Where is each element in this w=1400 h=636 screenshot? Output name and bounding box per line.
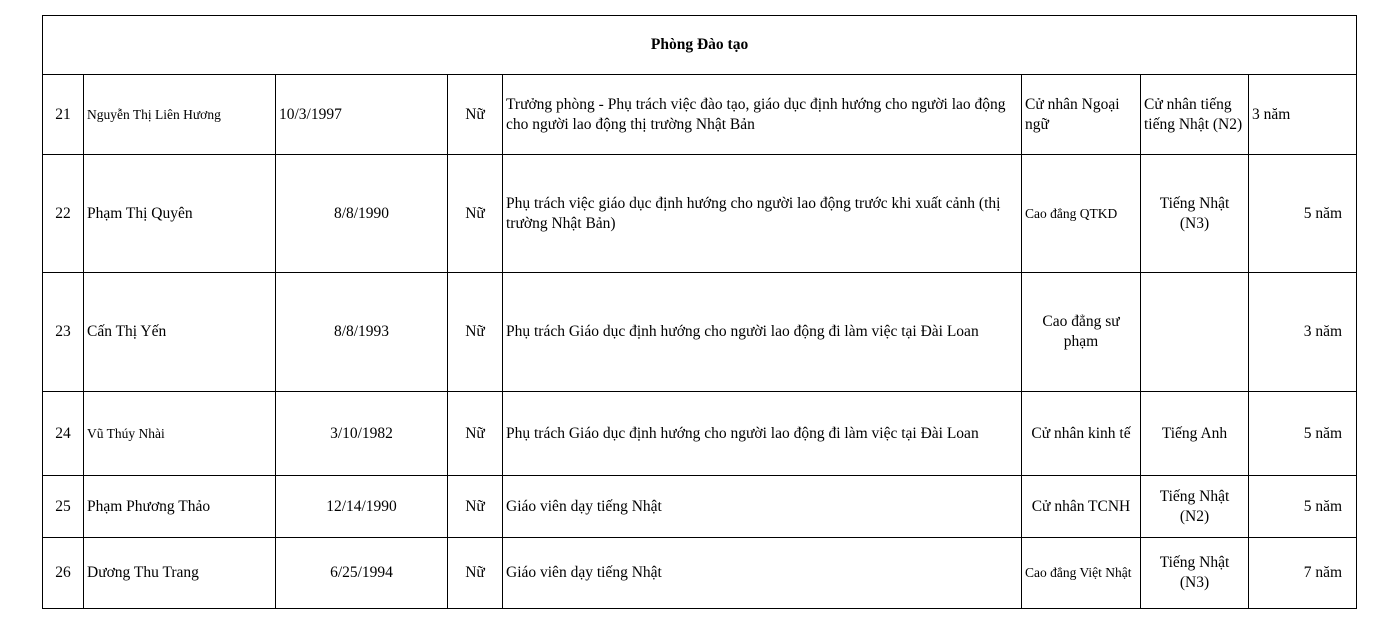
language-skill: Tiếng Anh [1141,392,1249,476]
language-skill [1141,273,1249,392]
row-number: 21 [43,75,84,155]
experience: 3 năm [1249,75,1357,155]
job-duty: Phụ trách Giáo dục định hướng cho người lao động đi làm việc tại Đài Loan [503,392,1022,476]
employee-name: Vũ Thúy Nhài [84,392,276,476]
language-skill: Tiếng Nhật (N2) [1141,476,1249,538]
section-title: Phòng Đào tạo [43,16,1357,75]
experience: 3 năm [1249,273,1357,392]
section-title-row [43,16,1357,75]
date-of-birth: 12/14/1990 [276,476,448,538]
table-row [43,476,1357,538]
experience: 5 năm [1249,476,1357,538]
job-duty: Phụ trách việc giáo dục định hướng cho người lao động trước khi xuất cảnh (thị trường Nhật Bản) [503,155,1022,273]
table-row [43,75,1357,155]
row-number: 23 [43,273,84,392]
table-row [43,538,1357,609]
employee-name: Dương Thu Trang [84,538,276,609]
row-number: 22 [43,155,84,273]
degree: Cao đẳng Việt Nhật [1022,538,1141,609]
employee-name: Phạm Phương Thảo [84,476,276,538]
experience: 5 năm [1249,392,1357,476]
date-of-birth: 10/3/1997 [276,75,448,155]
degree: Cử nhân kinh tế [1022,392,1141,476]
date-of-birth: 3/10/1982 [276,392,448,476]
gender: Nữ [448,476,503,538]
employee-name: Phạm Thị Quyên [84,155,276,273]
experience: 7 năm [1249,538,1357,609]
language-skill: Tiếng Nhật (N3) [1141,155,1249,273]
table-row [43,155,1357,273]
date-of-birth: 6/25/1994 [276,538,448,609]
job-duty: Phụ trách Giáo dục định hướng cho người lao động đi làm việc tại Đài Loan [503,273,1022,392]
language-skill: Tiếng Nhật (N3) [1141,538,1249,609]
staff-table [42,15,1357,609]
job-duty: Trưởng phòng - Phụ trách việc đào tạo, giáo dục định hướng cho người lao động cho người lao động thị trường Nhật Bản [503,75,1022,155]
table-row [43,392,1357,476]
date-of-birth: 8/8/1993 [276,273,448,392]
gender: Nữ [448,75,503,155]
employee-name: Cấn Thị Yến [84,273,276,392]
gender: Nữ [448,538,503,609]
gender: Nữ [448,273,503,392]
degree: Cao đẳng sư phạm [1022,273,1141,392]
date-of-birth: 8/8/1990 [276,155,448,273]
degree: Cử nhân TCNH [1022,476,1141,538]
job-duty: Giáo viên dạy tiếng Nhật [503,476,1022,538]
row-number: 24 [43,392,84,476]
gender: Nữ [448,155,503,273]
language-skill: Cử nhân tiếng tiếng Nhật (N2) [1141,75,1249,155]
row-number: 25 [43,476,84,538]
row-number: 26 [43,538,84,609]
table-row [43,273,1357,392]
employee-name: Nguyễn Thị Liên Hương [84,75,276,155]
experience: 5 năm [1249,155,1357,273]
degree: Cử nhân Ngoại ngữ [1022,75,1141,155]
gender: Nữ [448,392,503,476]
degree: Cao đẳng QTKD [1022,155,1141,273]
job-duty: Giáo viên dạy tiếng Nhật [503,538,1022,609]
